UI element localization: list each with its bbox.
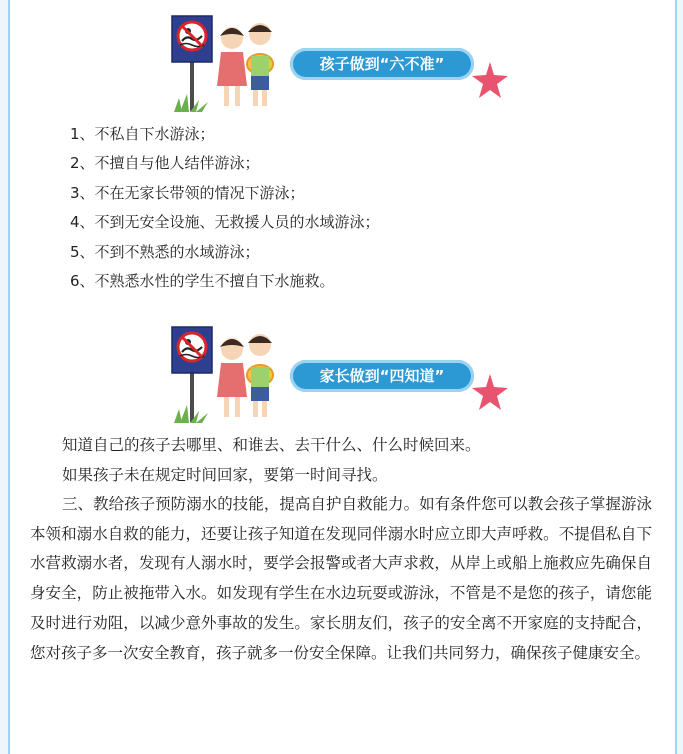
list-item: 5、不到不熟悉的水域游泳； <box>70 242 260 261</box>
no-swimming-sign-icon <box>172 16 212 111</box>
search-promptly-line: 如果孩子未在规定时间回家，要第一时间寻找。 <box>62 466 388 484</box>
list-item: 3、不在无家长带领的情况下游泳； <box>70 183 305 202</box>
section1-banner: 孩子做到“六不准” <box>290 48 474 80</box>
list-item: 1、不私自下水游泳； <box>70 125 215 143</box>
boy-figure <box>247 23 273 106</box>
list-item: 4、不到无安全设施、无救援人员的水域游泳； <box>70 213 380 232</box>
boy-figure <box>247 334 273 417</box>
no-swimming-sign-icon <box>172 327 212 422</box>
girl-figure <box>217 338 247 417</box>
starfish-icon <box>470 372 510 412</box>
no-swimming-kids-illustration <box>168 12 288 116</box>
starfish-icon <box>470 60 510 100</box>
no-swimming-kids-illustration <box>168 323 288 427</box>
rules-list <box>70 120 380 296</box>
girl-figure <box>217 27 247 106</box>
skills-paragraph: 三、教给孩子预防溺水的技能，提高自护自救能力。如有条件您可以教会孩子掌握游泳本领和溺水自救的能力，还要让孩子知道在发现同伴溺水时应立即大声呼救。不提倡私自下水营救溺水者，发现有人溺水时，要学会报警或者大声求救，从岸上或船上施救应先确保自身安全，防止被拖带入水。如发现有学生在水边玩耍或游泳，不管是不是您的孩子，请您能及时进行劝阻，以减少意外事故的发生。家长朋友们，孩子的安全离不开家庭的支持配合，您对孩子多一次安全教育，孩子就多一份安全保障。让我们共同努力，确保孩子健康安全。 <box>30 495 652 662</box>
list-item: 6、不熟悉水性的学生不擅自下水施救。 <box>70 271 335 290</box>
know-whereabouts-line: 知道自己的孩子去哪里、和谁去、去干什么、什么时候回来。 <box>62 436 481 454</box>
list-item: 2、不擅自与他人结伴游泳； <box>70 154 260 173</box>
section2-banner: 家长做到“四知道” <box>290 360 474 392</box>
